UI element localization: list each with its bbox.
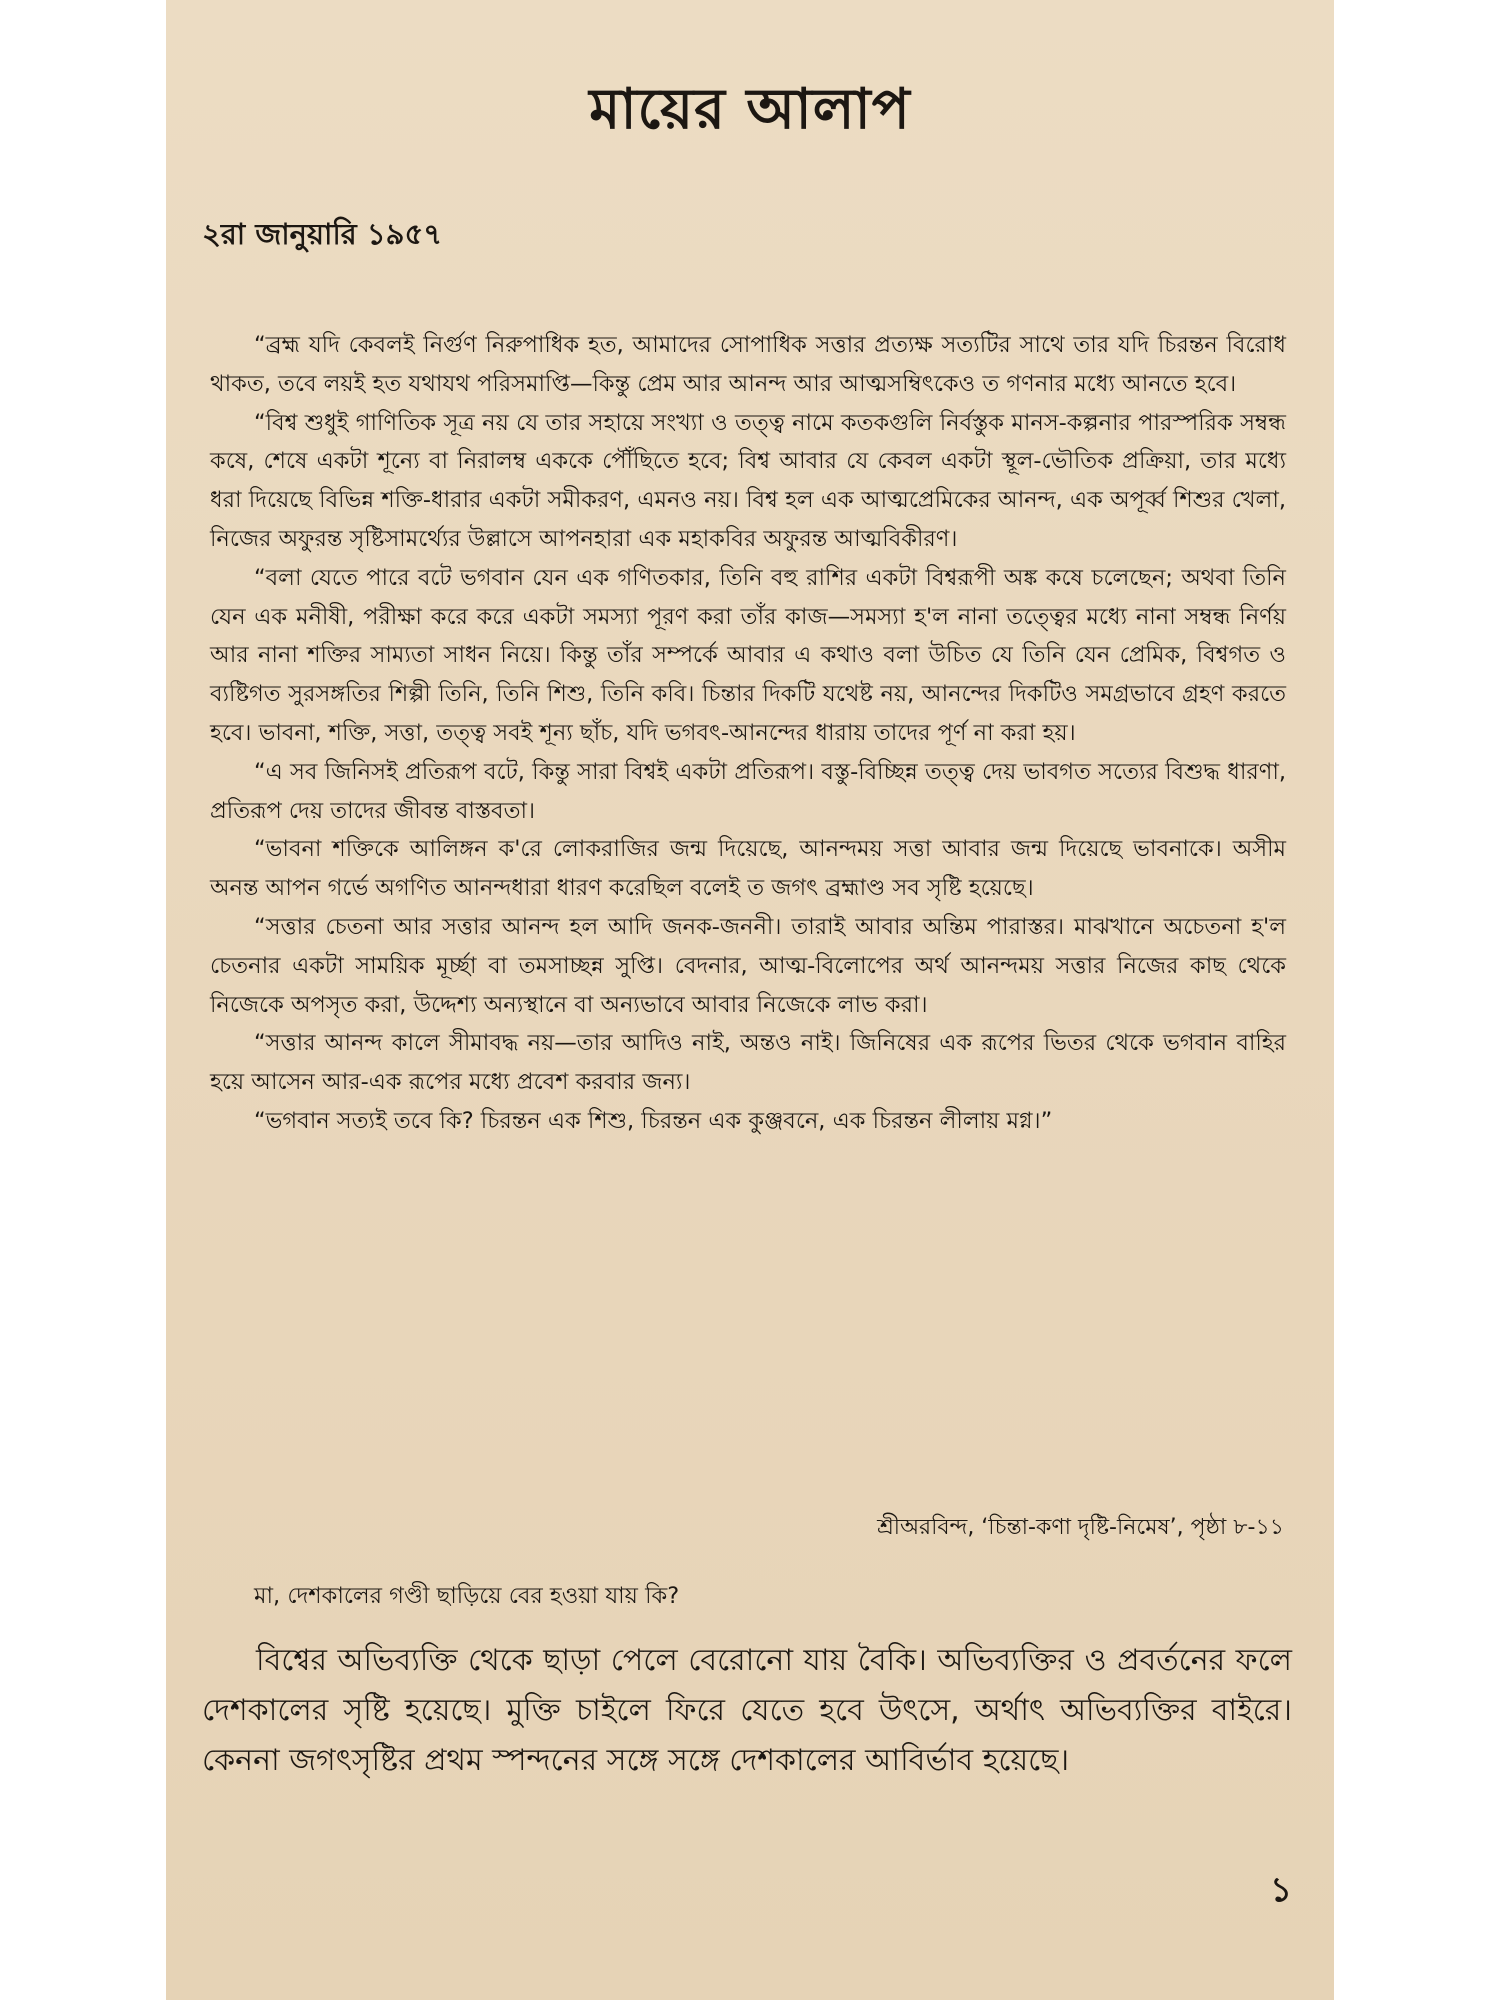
- quotation-block: [210, 326, 1286, 1141]
- entry-date: ২রা জানুয়ারি ১৯৫৭: [202, 217, 443, 251]
- page-number: ১: [1269, 1870, 1292, 1910]
- question-text: মা, দেশকালের গণ্ডী ছাড়িয়ে বের হওয়া যায় কি?: [254, 1583, 680, 1609]
- quote-paragraph: “বলা যেতে পারে বটে ভগবান যেন এক গণিতকার, তিনি বহু রাশির একটা বিশ্বরূপী অঙ্ক কষে চলেছেন; অথবা তিনি যেন এক মনীষী, পরীক্ষা করে করে একটা সমস্যা পূরণ করা তাঁর কাজ—সমস্যা হ'ল নানা তত্ত্বের মধ্যে নানা সম্বন্ধ নির্ণয় আর নানা শক্তির সাম্যতা সাধন নিয়ে। কিন্তু তাঁর সম্পর্কে আবার এ কথাও বলা উচিত যে তিনি যেন প্রেমিক, বিশ্বগত ও ব্যষ্টিগত সুরসঙ্গতির শিল্পী তিনি, তিনি শিশু, তিনি কবি। চিন্তার দিকটি যথেষ্ট নয়, আনন্দের দিকটিও সমগ্রভাবে গ্রহণ করতে হবে। ভাবনা, শক্তি, সত্তা, তত্ত্ব সবই শূন্য ছাঁচ, যদি ভগবৎ-আনন্দের ধারায় তাদের পূর্ণ না করা হয়।: [210, 564, 1286, 746]
- quote-paragraph: “ভগবান সত্যই তবে কি? চিরন্তন এক শিশু, চিরন্তন এক কুঞ্জবনে, এক চিরন্তন লীলায় মগ্ন।”: [254, 1107, 1053, 1134]
- answer-text: বিশ্বের অভিব্যক্তি থেকে ছাড়া পেলে বেরোনো যায় বৈকি। অভিব্যক্তির ও প্রবর্তনের ফলে দেশকালের সৃষ্টি হয়েছে। মুক্তি চাইলে ফিরে যেতে হবে উৎসে, অর্থাৎ অভিব্যক্তির বাইরে। কেননা জগৎসৃষ্টির প্রথম স্পন্দনের সঙ্গে সঙ্গে দেশকালের আবির্ভাব হয়েছে।: [202, 1643, 1292, 1778]
- book-page: [166, 0, 1334, 2000]
- quote-citation: শ্রীঅরবিন্দ, ‘চিন্তা-কণা দৃষ্টি-নিমেষ’, পৃষ্ঠা ৮-১১: [877, 1515, 1284, 1540]
- quote-paragraph: “বিশ্ব শুধুই গাণিতিক সূত্র নয় যে তার সহায়ে সংখ্যা ও তত্ত্ব নামে কতকগুলি নির্বস্তুক মানস-কল্পনার পারস্পরিক সম্বন্ধ কষে, শেষে একটা শূন্যে বা নিরালম্ব এককে পৌঁছিতে হবে; বিশ্ব আবার যে কেবল একটা স্থূল-ভৌতিক প্রক্রিয়া, তার মধ্যে ধরা দিয়েছে বিভিন্ন শক্তি-ধারার একটা সমীকরণ, এমনও নয়। বিশ্ব হল এক আত্মপ্রেমিকের আনন্দ, এক অপূর্ব্ব শিশুর খেলা, নিজের অফুরন্ত সৃষ্টিসামর্থ্যের উল্লাসে আপনহারা এক মহাকবির অফুরন্ত আত্মবিকীরণ।: [210, 409, 1286, 552]
- quote-paragraph: “ভাবনা শক্তিকে আলিঙ্গন ক'রে লোকরাজির জন্ম দিয়েছে, আনন্দময় সত্তা আবার জন্ম দিয়েছে ভাবনাকে। অসীম অনন্ত আপন গর্ভে অগণিত আনন্দধারা ধারণ করেছিল বলেই ত জগৎ ব্রহ্মাণ্ড সব সৃষ্টি হয়েছে।: [210, 836, 1286, 902]
- quote-paragraph: “এ সব জিনিসই প্রতিরূপ বটে, কিন্তু সারা বিশ্বই একটা প্রতিরূপ। বস্তু-বিচ্ছিন্ন তত্ত্ব দেয় ভাবগত সত্যের বিশুদ্ধ ধারণা, প্রতিরূপ দেয় তাদের জীবন্ত বাস্তবতা।: [210, 758, 1286, 824]
- quote-paragraph: “ব্রহ্ম যদি কেবলই নির্গুণ নিরুপাধিক হত, আমাদের সোপাধিক সত্তার প্রত্যক্ষ সত্যটির সাথে তার যদি চিরন্তন বিরোধ থাকত, তবে লয়ই হত যথাযথ পরিসমাপ্তি—কিন্তু প্রেম আর আনন্দ আর আত্মসম্বিৎকেও ত গণনার মধ্যে আনতে হবে।: [210, 332, 1286, 397]
- page-title: মায়ের আলাপ: [589, 77, 911, 142]
- quote-paragraph: “সত্তার চেতনা আর সত্তার আনন্দ হল আদি জনক-জননী। তারাই আবার অন্তিম পারাস্তর। মাঝখানে অচেতনা হ'ল চেতনার একটা সাময়িক মূর্চ্ছা বা তমসাচ্ছন্ন সুপ্তি। বেদনার, আত্ম-বিলোপের অর্থ আনন্দময় সত্তার নিজের কাছ থেকে নিজেকে অপসৃত করা, উদ্দেশ্য অন্যস্থানে বা অন্যভাবে আবার নিজেকে লাভ করা।: [210, 913, 1286, 1018]
- quote-paragraph: “সত্তার আনন্দ কালে সীমাবদ্ধ নয়—তার আদিও নাই, অন্তও নাই। জিনিষের এক রূপের ভিতর থেকে ভগবান বাহির হয়ে আসেন আর-এক রূপের মধ্যে প্রবেশ করবার জন্য।: [210, 1030, 1286, 1096]
